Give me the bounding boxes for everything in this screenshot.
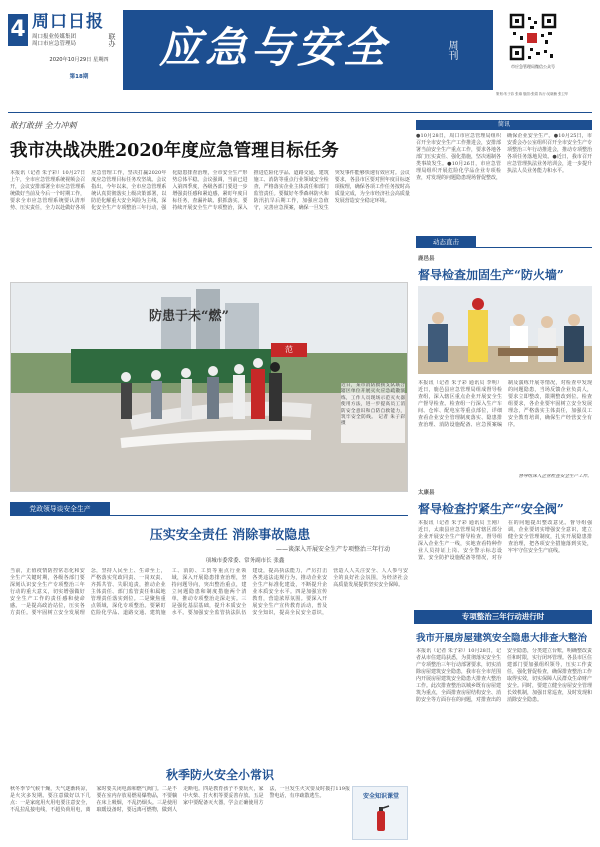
special-banner <box>414 610 592 624</box>
dynamic-label: 动态直击 <box>433 238 459 246</box>
qr-caption: 市应急管理局微信公众号 <box>511 64 555 69</box>
story2-location: 太康县 <box>418 490 435 496</box>
story1-body: 本报讯（记者 朱子彩 通讯员 李明）近日，鹿邑县应急管理局组成督导检查组，深入辖区重点企业开展安全生产督导检查。检查组一行深入生产车间、仓库、配电室等重点部位，详细查看企业安全管理制度落实、隐患排查治理、消防设施配备、应急预案编制及演练开展等情况，对检查中发现的问题隐患，当场反馈企业负责人，要求立即整改，限期整改到位。检查组要求，各企业要牢固树立安全发展理念，严格落实主体责任，加强员工安全教育培训，确保生产经营安全有序。 <box>418 380 592 428</box>
photo-banner-text: 范 <box>285 345 293 354</box>
brief-box <box>416 120 592 228</box>
story2-body: 本报讯（记者 朱子彩 通讯员 王刚）近日，太康县应急管理局对辖区部分企业开展安全生产督导检查，督导组深入企业生产一线，实地查看特种作业人员持证上岗、安全警示标志设置、安全防护设施配备等情况，对存在的问题提出整改意见。督导组强调，企业要切实增强安全意识，建立健全安全管理制度，扎实开展隐患排查治理，把各项安全措施落到实处，牢牢守住安全生产底线。 <box>418 520 592 561</box>
section-title: 应急与安全 <box>159 23 390 72</box>
story2-headline: 督导检查拧紧生产“安全阀” <box>418 502 564 516</box>
interview-author: 项城市委常委、常务副市长 张鑫 <box>205 558 285 564</box>
story1-caption: 督导组深入企业检查安全生产工作。 <box>518 474 592 479</box>
tips-headline: 秋季防火安全小常识 <box>165 768 274 782</box>
interview-section-label: 党政领导谈安全生产 <box>29 505 91 513</box>
brief-section <box>416 120 592 130</box>
date-line: 2020年10月29日 星期四 <box>49 57 109 63</box>
qr-code <box>508 12 558 62</box>
interview-body: 当前，正值疫情防控常态化和安全生产关键时期，各级各部门要深刻认识安全生产专项整治三年行动的重大意义，切实增强做好安全生产工作的责任感和使命感。一是提高政治站位，压实各方责任。要牢固树立安全发展理念，坚持人民至上、生命至上，严格落实党政同责、一岗双责、齐抓共管、失职追责，推动企业主体责任、部门监管责任和属地管理责任落实到位。二是聚焦重点领域，深化专项整治。要紧盯危险化学品、道路交通、建筑施工、消防、工贸等重点行业领域，深入开展隐患排查治理，坚持问题导向，突出整治重点，建立问题隐患和制度措施两个清单，推动专项整治走深走实。三是强化基层基础，提升本质安全水平。要加强安全监管执法队伍建设，提高执法能力，严厉打击各类违法违规行为，推动企业安全生产标准化建设，不断提升企业本质安全水平。四是加强宣传教育，营造浓厚氛围。要深入开展安全生产宣传教育活动，普及安全知识，提高全民安全意识，营造人人关注安全、人人参与安全的良好社会氛围，为经济社会高质量发展提供坚实安全保障。 <box>10 568 408 616</box>
interview-subtitle: ——谈深入开展安全生产专项整治三年行动 <box>275 546 390 553</box>
editors-line: 策划:朱子彩 张瑜 版面:张娟 执行:吴晓楠 张卫华 <box>496 92 569 96</box>
dynamic-section-label <box>416 236 476 248</box>
story1-headline: 督导检查加固生产“防火墙” <box>418 268 564 282</box>
lead-body: 本报讯（记者 朱子彩）10月27日上午，全市应急管理系统视频会召开，会议安排部署全市应急管理系统做好当前及今后一个时期工作，要求全市应急管理系统要认清形势、压实责任，全力以赴做好各项应急管理工作，坚决打赢2020年度应急管理目标任务攻坚战。会议指出，今年以来，全市应急管理系统认真贯彻落实上级决策部署，以防范化解重大安全风险为主线，深化安全生产专项整治三年行动，强化隐患排查治理，全市安全生产形势总体平稳。会议强调，当前已进入第四季度，各级各部门要进一步增强责任感和紧迫感，紧盯年度目标任务，查漏补缺、狠抓落实。要持续开展安全生产专项整治，深入推进危险化学品、道路交通、建筑施工、消防等重点行业领域安全检查，严格落实企业主体责任和部门监管责任。要做好冬季森林防火和防汛抗旱后期工作，加强应急值守，完善应急预案，确保一旦发生突发事件能够快速有效应对。会议要求，各县市区要对照年度目标逐项梳理，确保各项工作任务按时高质量完成，为全市经济社会高质量发展营造安全稳定环境。 <box>10 170 410 211</box>
issue-label: 第18期 <box>69 74 89 80</box>
photo-block <box>10 282 408 492</box>
dynamic-rule <box>476 247 592 248</box>
photo-banner <box>271 343 307 357</box>
title-band <box>123 10 493 90</box>
extinguisher-icon <box>371 803 391 833</box>
photo-caption: 近日，某市消防救援支队联合辖区单位开展灭火应急疏散演练，工作人员现场示范灭火器使用方法，进一步提高员工消防安全意识和自防自救能力，筑牢安全防线。 记者 朱子彩 摄 <box>341 383 405 427</box>
lead-headline: 我市决战决胜2020年度应急管理目标任务 <box>10 141 339 161</box>
interview-section <box>10 502 110 516</box>
interview-headline: 压实安全责任 消除事故隐患 <box>149 528 311 543</box>
story1-photo <box>418 286 592 374</box>
brief-label: 简讯 <box>497 121 510 128</box>
tips-badge-text: 安全知识课堂 <box>362 793 399 800</box>
paper-name: 周口日报 <box>32 12 104 32</box>
tips-badge <box>352 786 408 840</box>
partner-line-2: 周口市应急管理局 <box>32 41 77 47</box>
special-banner-text: 专项整治三年行动进行时 <box>461 612 545 621</box>
page-number: 4 <box>8 14 28 46</box>
periodical-label: 周刊 <box>446 40 457 60</box>
partner-line-1: 周口报业传媒集团 <box>32 34 77 40</box>
tips-body: 秋冬季节气候干燥，天气逐渐转凉，是火灾多发期。要注意做好以下几点：一是家庭用火用电要注意安全，不乱拉乱接电线，不超负荷用电，离家时要关闭电源和燃气阀门。二是不要在室内存放易燃易爆物品，不要躺在床上吸烟，不乱扔烟头。三是使用取暖设备时，要远离可燃物，做到人走断电。四是教育孩子不要玩火，家中火柴、打火机等要妥善存放。五是家中要配备灭火器，学会正确使用方法，一旦发生火灾要及时拨打119报警电话，有序疏散逃生。 <box>10 786 350 813</box>
masthead <box>8 10 592 100</box>
partner-tag: 联办 <box>108 33 116 47</box>
story1-location: 鹿邑县 <box>418 256 435 262</box>
brief-body: ●10月28日，周口市应急管理局组织召开全市安全生产工作推进会，安排部署当前安全生产重点工作，要求各地各部门压实责任、强化措施，坚决遏制各类事故发生。●10月26日，市应急管理局组织开展危险化学品企业专项检查，对发现的问题隐患现场督促整改，确保企业安全生产。●10月25日，市安委会办公室组织召开全市安全生产专项整治三年行动推进会，推动专项整治各项任务落地见效。●近日，我市召开应急管理执法业务培训会，进一步提升执法人员业务能力和水平。 <box>416 133 592 181</box>
photo-title: 防患于未“燃” <box>149 309 229 324</box>
special-headline: 我市开展房屋建筑安全隐患大排查大整治 <box>416 633 588 644</box>
lead-kicker: 敢打敢拼 全力冲刺 <box>10 121 77 130</box>
masthead-rule <box>8 112 592 113</box>
interview-rule <box>110 515 408 516</box>
special-body: 本报讯（记者 朱子彩）10月28日，记者从市住建局获悉，为贯彻落实安全生产专项整治三年行动部署要求，切实消除房屋建筑安全隐患，我市在全市范围内开展房屋建筑安全隐患大排查大整治工作。此次排查整治以城乡既有房屋建筑为重点，全面排查房屋结构安全、消防安全等方面存在的问题，对排查出的安全隐患，分类建立台账，明确整改责任和时限，实行闭环管理。各县市区住建部门要加强组织领导，压实工作责任，强化督促检查，确保排查整治工作取得实效，切实保障人民群众生命财产安全。同时，要建立健全房屋安全管理长效机制，加强日常巡查，及时发现和消除安全隐患。 <box>416 648 592 703</box>
